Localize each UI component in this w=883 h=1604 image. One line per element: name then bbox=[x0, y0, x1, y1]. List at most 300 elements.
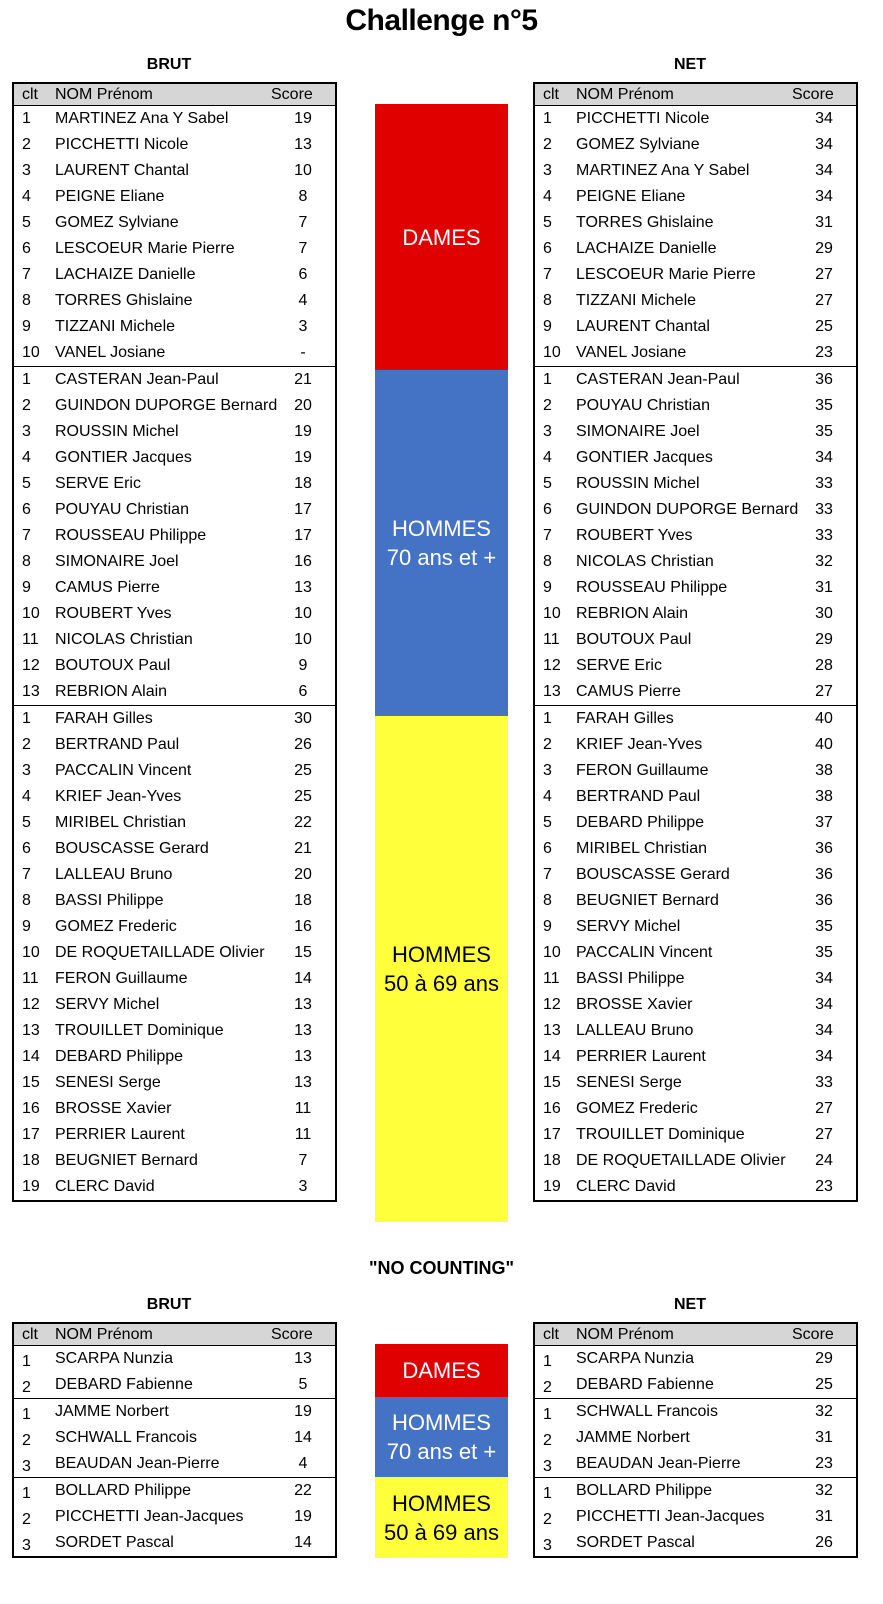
table-row bbox=[534, 862, 857, 888]
rank-cell: 9 bbox=[22, 918, 31, 935]
table-row bbox=[534, 810, 857, 836]
score-cell: 35 bbox=[815, 918, 833, 935]
category-group bbox=[534, 106, 857, 367]
table-row bbox=[13, 575, 336, 601]
rank-cell: 1 bbox=[13, 706, 52, 733]
name-cell: GONTIER Jacques bbox=[576, 449, 713, 466]
name-cell: ROUSSEAU Philippe bbox=[576, 579, 728, 596]
score-cell: 34 bbox=[815, 136, 833, 153]
rank-cell: 6 bbox=[22, 840, 31, 857]
table-row bbox=[13, 706, 336, 733]
score-cell: 38 bbox=[815, 762, 833, 779]
score-cell: 33 bbox=[815, 1074, 833, 1091]
table-row bbox=[534, 1174, 857, 1201]
name-cell: CAMUS Pierre bbox=[576, 683, 681, 700]
rank-cell: 10 bbox=[543, 605, 561, 622]
rank-cell: 9 bbox=[22, 318, 31, 335]
score-cell: 7 bbox=[298, 214, 308, 231]
table-row bbox=[13, 471, 336, 497]
rank-cell: 11 bbox=[543, 631, 560, 648]
table-row bbox=[13, 314, 336, 340]
name-cell: PEIGNE Eliane bbox=[55, 188, 165, 205]
score-cell: 19 bbox=[294, 110, 312, 127]
score-cell: 27 bbox=[815, 1100, 833, 1117]
table-row bbox=[13, 862, 336, 888]
page-title: Challenge n°5 bbox=[345, 4, 538, 37]
table-row bbox=[13, 262, 336, 288]
name-cell: BEAUDAN Jean-Pierre bbox=[55, 1455, 220, 1472]
table-row bbox=[534, 1372, 857, 1399]
category-label-line2: 50 à 69 ans bbox=[384, 971, 499, 996]
name-cell: REBRION Alain bbox=[576, 605, 689, 622]
table-row bbox=[13, 236, 336, 262]
rank-cell: 9 bbox=[543, 918, 552, 935]
rank-cell: 12 bbox=[22, 996, 40, 1013]
score-cell: 36 bbox=[792, 367, 857, 394]
table-row bbox=[534, 549, 857, 575]
score-cell: 27 bbox=[815, 292, 833, 309]
rank-cell: 7 bbox=[22, 866, 31, 883]
rank-cell: 8 bbox=[543, 553, 552, 570]
no-counting-title: "NO COUNTING" bbox=[368, 1258, 515, 1278]
rank-cell: 3 bbox=[543, 1537, 552, 1554]
table-row bbox=[13, 836, 336, 862]
rank-cell: 2 bbox=[543, 1511, 552, 1528]
score-cell: 23 bbox=[815, 344, 833, 361]
name-cell: SERVE Eric bbox=[55, 475, 141, 492]
score-cell: 25 bbox=[294, 788, 312, 805]
name-cell: BOUSCASSE Gerard bbox=[576, 866, 730, 883]
name-cell: PICCHETTI Nicole bbox=[576, 110, 710, 127]
rank-cell: 19 bbox=[543, 1178, 561, 1195]
no-counting-net-heading: NET bbox=[674, 1296, 706, 1313]
score-cell: 21 bbox=[294, 840, 312, 857]
category-group bbox=[13, 706, 336, 1202]
table-row bbox=[13, 1096, 336, 1122]
score-cell: 26 bbox=[294, 736, 312, 753]
score-cell: 34 bbox=[815, 449, 833, 466]
table-row bbox=[534, 1346, 857, 1373]
category-label-line1: HOMMES bbox=[391, 516, 491, 541]
score-cell: 23 bbox=[815, 1455, 833, 1472]
table-row bbox=[13, 601, 336, 627]
rank-cell: 11 bbox=[22, 631, 39, 648]
category-group bbox=[534, 1399, 857, 1478]
name-cell: KRIEF Jean-Yves bbox=[576, 736, 703, 753]
table-row bbox=[13, 888, 336, 914]
score-cell: 9 bbox=[298, 657, 308, 674]
score-cell: 17 bbox=[294, 527, 312, 544]
score-cell: 36 bbox=[815, 840, 833, 857]
rank-cell: 7 bbox=[543, 266, 552, 283]
score-column-header: Score bbox=[271, 1323, 336, 1346]
nc-category-band-hommes-70 bbox=[375, 1397, 508, 1477]
rank-cell: 15 bbox=[22, 1074, 40, 1091]
table-row bbox=[13, 1044, 336, 1070]
category-band-hommes-70 bbox=[375, 370, 508, 716]
category-group bbox=[13, 1478, 336, 1558]
name-cell: LESCOEUR Marie Pierre bbox=[576, 266, 756, 283]
score-cell: 19 bbox=[271, 1399, 336, 1426]
rank-cell: 14 bbox=[22, 1048, 40, 1065]
table-header-row bbox=[534, 83, 857, 106]
clt-column-header: clt bbox=[13, 83, 52, 106]
score-cell: 29 bbox=[815, 240, 833, 257]
clt-column-header: clt bbox=[534, 1323, 573, 1346]
rank-cell: 9 bbox=[543, 318, 552, 335]
name-cell: PEIGNE Eliane bbox=[576, 188, 686, 205]
rank-cell: 2 bbox=[22, 1432, 31, 1449]
table-row bbox=[13, 1148, 336, 1174]
score-cell: 8 bbox=[298, 188, 308, 205]
name-cell: GOMEZ Sylviane bbox=[55, 214, 179, 231]
category-band-dames bbox=[375, 104, 508, 370]
score-cell: 23 bbox=[815, 1178, 833, 1195]
table-row bbox=[534, 732, 857, 758]
score-cell: 36 bbox=[815, 866, 833, 883]
score-cell: 13 bbox=[294, 579, 312, 596]
score-cell: 38 bbox=[815, 788, 833, 805]
name-cell: VANEL Josiane bbox=[576, 344, 687, 361]
name-cell: GUINDON DUPORGE Bernard bbox=[576, 501, 799, 518]
score-cell: 33 bbox=[815, 475, 833, 492]
table-row bbox=[13, 1478, 336, 1505]
category-label-line2: 50 à 69 ans bbox=[384, 1519, 499, 1545]
table-row bbox=[13, 210, 336, 236]
net-heading: NET bbox=[674, 56, 706, 73]
name-cell: BOUSCASSE Gerard bbox=[55, 840, 209, 857]
score-cell: 22 bbox=[294, 814, 312, 831]
rank-cell: 16 bbox=[543, 1100, 561, 1117]
table-row bbox=[534, 914, 857, 940]
rank-cell: 2 bbox=[22, 1379, 31, 1396]
name-cell: POUYAU Christian bbox=[55, 501, 189, 518]
rank-cell: 3 bbox=[22, 762, 31, 779]
name-cell: SCHWALL Francois bbox=[573, 1399, 792, 1426]
score-cell: 16 bbox=[294, 918, 312, 935]
name-cell: FERON Guillaume bbox=[576, 762, 709, 779]
table-row bbox=[534, 106, 857, 133]
rank-cell: 13 bbox=[543, 683, 561, 700]
score-cell: 13 bbox=[294, 1022, 312, 1039]
table-row bbox=[534, 1018, 857, 1044]
name-cell: SCARPA Nunzia bbox=[55, 1350, 173, 1367]
score-cell: 17 bbox=[294, 501, 312, 518]
rank-cell: 4 bbox=[22, 788, 31, 805]
table-row bbox=[534, 262, 857, 288]
table-row bbox=[534, 679, 857, 706]
rank-cell: 4 bbox=[543, 188, 552, 205]
score-cell: 30 bbox=[271, 706, 336, 733]
rank-cell: 12 bbox=[22, 657, 40, 674]
score-cell: 22 bbox=[271, 1478, 336, 1505]
table-row bbox=[13, 1070, 336, 1096]
table-row bbox=[13, 940, 336, 966]
category-label-line1: HOMMES bbox=[391, 1490, 491, 1516]
rank-cell: 4 bbox=[22, 188, 31, 205]
rank-cell: 6 bbox=[22, 240, 31, 257]
name-cell: SERVY Michel bbox=[55, 996, 160, 1013]
name-cell: TROUILLET Dominique bbox=[576, 1126, 745, 1143]
rank-cell: 10 bbox=[543, 944, 561, 961]
category-label-hommes-50 bbox=[384, 940, 499, 998]
table-row bbox=[534, 419, 857, 445]
rank-cell: 1 bbox=[22, 1353, 31, 1370]
table-row bbox=[13, 679, 336, 706]
category-label-dames: DAMES bbox=[402, 224, 481, 250]
table-row bbox=[13, 1174, 336, 1201]
name-cell: BOLLARD Philippe bbox=[573, 1478, 792, 1505]
rank-cell: 2 bbox=[543, 136, 552, 153]
table-row bbox=[534, 706, 857, 733]
rank-cell: 8 bbox=[543, 892, 552, 909]
table-row bbox=[534, 1451, 857, 1478]
table-row bbox=[13, 1425, 336, 1451]
table-row bbox=[534, 1044, 857, 1070]
score-cell: 29 bbox=[815, 1350, 833, 1367]
table-row bbox=[13, 784, 336, 810]
score-cell: 13 bbox=[294, 1048, 312, 1065]
score-cell: 27 bbox=[815, 1126, 833, 1143]
name-cell: DEBARD Fabienne bbox=[576, 1376, 714, 1393]
name-cell: TORRES Ghislaine bbox=[55, 292, 193, 309]
category-group bbox=[13, 367, 336, 706]
score-cell: 31 bbox=[815, 1429, 833, 1446]
rank-cell: 5 bbox=[22, 814, 31, 831]
rank-cell: 1 bbox=[534, 1478, 573, 1505]
rank-cell: 7 bbox=[22, 527, 31, 544]
name-cell: DE ROQUETAILLADE Olivier bbox=[576, 1152, 786, 1169]
name-cell: DEBARD Philippe bbox=[55, 1048, 184, 1065]
rank-cell: 18 bbox=[543, 1152, 561, 1169]
name-column-header: NOM Prénom bbox=[52, 83, 271, 106]
rank-cell: 2 bbox=[22, 736, 31, 753]
name-cell: ROUSSIN Michel bbox=[576, 475, 700, 492]
score-cell: 19 bbox=[294, 449, 312, 466]
table-row bbox=[13, 393, 336, 419]
table-row bbox=[13, 992, 336, 1018]
table-row bbox=[13, 653, 336, 679]
table-row bbox=[534, 288, 857, 314]
score-cell: 33 bbox=[815, 501, 833, 518]
name-cell: CLERC David bbox=[55, 1178, 155, 1195]
name-cell: ROUBERT Yves bbox=[576, 527, 693, 544]
name-cell: LALLEAU Bruno bbox=[576, 1022, 694, 1039]
rank-cell: 10 bbox=[22, 605, 40, 622]
name-cell: GOMEZ Frederic bbox=[576, 1100, 698, 1117]
name-cell: ROUBERT Yves bbox=[55, 605, 172, 622]
rank-cell: 3 bbox=[22, 1458, 31, 1475]
table-row bbox=[534, 471, 857, 497]
score-cell: 19 bbox=[294, 1508, 312, 1525]
table-row bbox=[13, 1530, 336, 1557]
name-cell: SERVY Michel bbox=[576, 918, 681, 935]
score-cell: 26 bbox=[815, 1534, 833, 1551]
rank-cell: 2 bbox=[22, 136, 31, 153]
table-row bbox=[534, 1122, 857, 1148]
rank-cell: 3 bbox=[543, 1458, 552, 1475]
clt-column-header: clt bbox=[534, 83, 573, 106]
score-cell: 6 bbox=[298, 683, 308, 700]
name-cell: GONTIER Jacques bbox=[55, 449, 192, 466]
rank-cell: 6 bbox=[543, 240, 552, 257]
rank-cell: 2 bbox=[22, 1511, 31, 1528]
name-cell: LESCOEUR Marie Pierre bbox=[55, 240, 235, 257]
table-row bbox=[534, 575, 857, 601]
table-row bbox=[13, 1504, 336, 1530]
score-cell: 34 bbox=[815, 162, 833, 179]
rank-cell: 8 bbox=[22, 553, 31, 570]
name-cell: SENESI Serge bbox=[55, 1074, 161, 1091]
table-row bbox=[534, 314, 857, 340]
table-row bbox=[13, 549, 336, 575]
name-cell: LALLEAU Bruno bbox=[55, 866, 173, 883]
score-cell: 18 bbox=[294, 475, 312, 492]
score-cell: 14 bbox=[294, 1534, 312, 1551]
score-cell: 15 bbox=[294, 944, 312, 961]
name-cell: PACCALIN Vincent bbox=[576, 944, 713, 961]
table-row bbox=[534, 1096, 857, 1122]
score-cell: 34 bbox=[815, 1048, 833, 1065]
rank-cell: 4 bbox=[543, 788, 552, 805]
rank-cell: 10 bbox=[22, 344, 40, 361]
rank-cell: 2 bbox=[543, 1379, 552, 1396]
name-cell: TROUILLET Dominique bbox=[55, 1022, 224, 1039]
rank-cell: 3 bbox=[22, 162, 31, 179]
table-row bbox=[13, 158, 336, 184]
score-cell: 19 bbox=[294, 423, 312, 440]
name-cell: BERTRAND Paul bbox=[576, 788, 701, 805]
score-cell: 4 bbox=[298, 1455, 308, 1472]
name-cell: NICOLAS Christian bbox=[55, 631, 193, 648]
score-cell: 33 bbox=[815, 527, 833, 544]
table-row bbox=[534, 653, 857, 679]
rank-cell: 6 bbox=[543, 840, 552, 857]
rank-cell: 13 bbox=[22, 1022, 40, 1039]
rank-cell: 1 bbox=[543, 110, 552, 127]
rank-cell: 5 bbox=[22, 475, 31, 492]
rank-cell: 8 bbox=[22, 292, 31, 309]
no-counting-brut-heading: BRUT bbox=[146, 1296, 192, 1313]
score-cell: 31 bbox=[815, 214, 833, 231]
name-cell: LAURENT Chantal bbox=[55, 162, 189, 179]
name-cell: PICCHETTI Jean-Jacques bbox=[55, 1508, 244, 1525]
table-row bbox=[534, 393, 857, 419]
rank-cell: 2 bbox=[543, 397, 552, 414]
rank-cell: 3 bbox=[543, 162, 552, 179]
rank-cell: 8 bbox=[543, 292, 552, 309]
score-cell: 5 bbox=[298, 1376, 308, 1393]
score-cell: 27 bbox=[815, 266, 833, 283]
table-row bbox=[13, 1346, 336, 1373]
name-cell: SCHWALL Francois bbox=[55, 1429, 197, 1446]
rank-cell: 17 bbox=[22, 1126, 40, 1143]
name-cell: CAMUS Pierre bbox=[55, 579, 160, 596]
name-cell: DEBARD Fabienne bbox=[55, 1376, 193, 1393]
name-cell: CASTERAN Jean-Paul bbox=[52, 367, 271, 394]
score-column-header: Score bbox=[792, 83, 857, 106]
rank-cell: 2 bbox=[543, 1432, 552, 1449]
table-row bbox=[534, 367, 857, 394]
table-row bbox=[13, 966, 336, 992]
score-cell: 34 bbox=[815, 110, 833, 127]
name-cell: CASTERAN Jean-Paul bbox=[573, 367, 792, 394]
name-cell: ROUSSIN Michel bbox=[55, 423, 179, 440]
rank-cell: 2 bbox=[543, 736, 552, 753]
table-row bbox=[13, 758, 336, 784]
score-cell: 24 bbox=[815, 1152, 833, 1169]
score-cell: 20 bbox=[294, 866, 312, 883]
score-cell: 34 bbox=[815, 1022, 833, 1039]
name-cell: JAMME Norbert bbox=[52, 1399, 271, 1426]
score-cell: 7 bbox=[298, 1152, 308, 1169]
rank-cell: 1 bbox=[543, 1353, 552, 1370]
category-group bbox=[13, 1346, 336, 1399]
table-row bbox=[534, 758, 857, 784]
category-band-hommes-50 bbox=[375, 716, 508, 1222]
table-row bbox=[534, 1399, 857, 1426]
name-cell: BEUGNIET Bernard bbox=[55, 1152, 198, 1169]
name-cell: BOUTOUX Paul bbox=[55, 657, 171, 674]
name-column-header: NOM Prénom bbox=[52, 1323, 271, 1346]
score-column-header: Score bbox=[271, 83, 336, 106]
score-cell: 13 bbox=[294, 996, 312, 1013]
score-cell: 11 bbox=[294, 1100, 312, 1117]
score-cell: 14 bbox=[294, 1429, 312, 1446]
name-cell: FARAH Gilles bbox=[573, 706, 792, 733]
category-label-line1: HOMMES bbox=[391, 942, 491, 967]
score-cell: 25 bbox=[294, 762, 312, 779]
name-cell: TORRES Ghislaine bbox=[576, 214, 714, 231]
name-cell: PICCHETTI Jean-Jacques bbox=[576, 1508, 765, 1525]
score-cell: 40 bbox=[792, 706, 857, 733]
table-row bbox=[13, 1451, 336, 1478]
category-label-dames: DAMES bbox=[402, 1358, 481, 1383]
name-cell: JAMME Norbert bbox=[576, 1429, 690, 1446]
name-cell: FERON Guillaume bbox=[55, 970, 188, 987]
score-cell: 3 bbox=[298, 1178, 308, 1195]
score-cell: 27 bbox=[815, 683, 833, 700]
table-row bbox=[13, 914, 336, 940]
score-cell: 13 bbox=[294, 136, 312, 153]
table-row bbox=[13, 1122, 336, 1148]
score-cell: 25 bbox=[815, 1376, 833, 1393]
name-cell: BOUTOUX Paul bbox=[576, 631, 692, 648]
name-cell: TIZZANI Michele bbox=[55, 318, 176, 335]
rank-cell: 10 bbox=[22, 944, 40, 961]
table-row bbox=[534, 1530, 857, 1557]
score-cell: 32 bbox=[792, 1399, 857, 1426]
table-row bbox=[534, 601, 857, 627]
name-cell: SIMONAIRE Joel bbox=[576, 423, 700, 440]
rank-cell: 3 bbox=[543, 423, 552, 440]
rank-cell: 13 bbox=[543, 1022, 561, 1039]
name-cell: PERRIER Laurent bbox=[576, 1048, 706, 1065]
rank-cell: 11 bbox=[543, 970, 560, 987]
table-row bbox=[534, 836, 857, 862]
score-cell: 10 bbox=[294, 162, 312, 179]
score-cell: 20 bbox=[294, 397, 312, 414]
name-cell: BASSI Philippe bbox=[576, 970, 685, 987]
rank-cell: 11 bbox=[22, 970, 39, 987]
score-cell: 37 bbox=[815, 814, 833, 831]
table-row bbox=[534, 184, 857, 210]
table-row bbox=[534, 784, 857, 810]
score-cell: 3 bbox=[298, 318, 308, 335]
name-cell: GOMEZ Sylviane bbox=[576, 136, 700, 153]
score-cell: 32 bbox=[815, 553, 833, 570]
score-cell: 35 bbox=[815, 423, 833, 440]
